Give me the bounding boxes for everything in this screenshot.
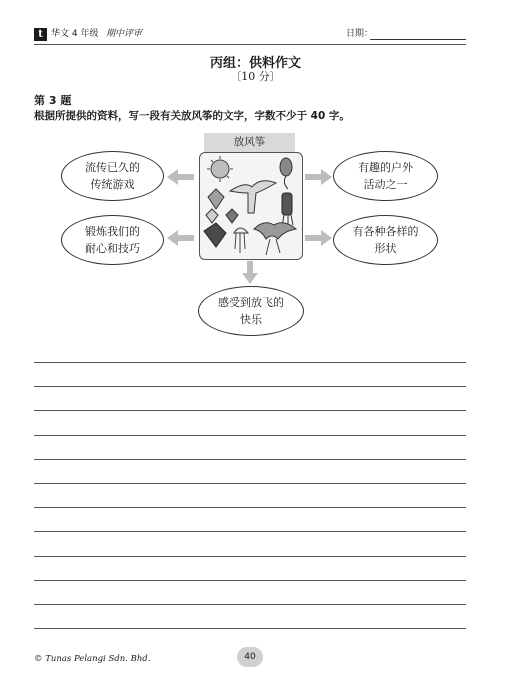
header-divider <box>34 44 466 45</box>
writing-line[interactable] <box>34 435 466 436</box>
bubble-line: 快乐 <box>240 313 262 326</box>
writing-line[interactable] <box>34 507 466 508</box>
writing-line[interactable] <box>34 531 466 532</box>
bubble-line: 有趣的户外 <box>358 161 413 174</box>
date-field-line[interactable] <box>370 39 466 40</box>
bubble-line: 传统游戏 <box>90 178 135 191</box>
bubble-line: 有各种各样的 <box>352 225 419 238</box>
series-label: 华文 4 年级 <box>51 29 99 39</box>
idea-bubble-various-shapes <box>333 215 438 265</box>
bubble-line: 活动之一 <box>363 178 408 191</box>
center-topic-label: 放风筝 <box>204 133 295 152</box>
bubble-line: 感受到放飞的 <box>218 296 284 309</box>
bubble-line: 形状 <box>374 242 397 255</box>
copyright-text: © Tunas Pelangi Sdn. Bhd. <box>34 654 151 664</box>
arrow-down-icon <box>241 261 259 285</box>
date-label: 日期： <box>346 29 374 39</box>
writing-line[interactable] <box>34 459 466 460</box>
writing-line[interactable] <box>34 386 466 387</box>
writing-line[interactable] <box>34 580 466 581</box>
question-instruction: 根据所提供的资料，写一段有关放风筝的文字，字数不少于 40 字。 <box>34 110 350 122</box>
bubble-line: 流传已久的 <box>85 161 140 174</box>
writing-line[interactable] <box>34 556 466 557</box>
idea-bubble-patience-skill <box>61 215 164 265</box>
section-title: 丙组：供料作文 <box>209 56 301 71</box>
publisher-logo: t <box>34 28 47 41</box>
writing-line[interactable] <box>34 410 466 411</box>
question-number: 第 3 题 <box>34 94 72 107</box>
writing-line[interactable] <box>34 628 466 629</box>
idea-bubble-outdoor-activity <box>333 151 438 201</box>
idea-bubble-joy-of-flying <box>198 286 304 336</box>
arrow-right-up-icon <box>305 168 333 186</box>
bubble-line: 耐心和技巧 <box>85 242 140 255</box>
page-number: 40 <box>237 647 263 667</box>
writing-line[interactable] <box>34 604 466 605</box>
arrow-left-up-icon <box>166 168 194 186</box>
idea-bubble-traditional-game <box>61 151 164 201</box>
arrow-right-down-icon <box>305 229 333 247</box>
writing-line[interactable] <box>34 362 466 363</box>
bubble-line: 锻炼我们的 <box>85 225 140 238</box>
section-marks: 〔10 分〕 <box>230 70 281 83</box>
assessment-label: 期中评审 <box>106 29 143 39</box>
page-header <box>0 0 511 40</box>
kites-illustration <box>199 152 303 260</box>
writing-line[interactable] <box>34 483 466 484</box>
arrow-left-down-icon <box>166 229 194 247</box>
